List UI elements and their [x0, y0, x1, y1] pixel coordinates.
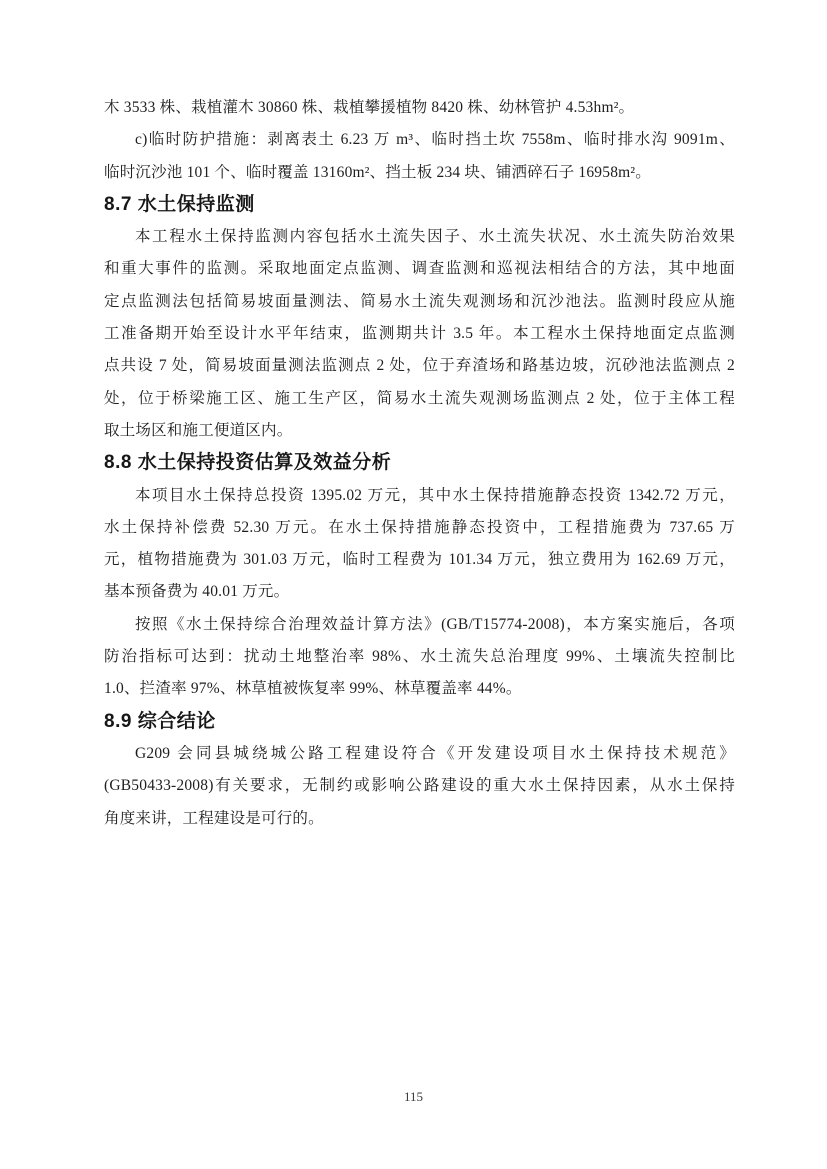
paragraph-line: 防治指标可达到：扰动土地整治率 98%、水土流失总治理度 99%、土壤流失控制比 — [104, 648, 735, 666]
paragraph-line: c)临时防护措施：剥离表土 6.23 万 m³、临时挡土坎 7558m、临时排水沟 9091m、 — [135, 131, 735, 149]
paragraph-line: 木 3533 株、栽植灌木 30860 株、栽植攀援植物 8420 株、幼林管护 4.53hm²。 — [104, 99, 635, 116]
paragraph-line: G209 会同县城绕城公路工程建设符合《开发建设项目水土保持技术规范》 — [135, 744, 735, 762]
paragraph-line: 1.0、拦渣率 97%、林草植被恢复率 99%、林草覆盖率 44%。 — [104, 680, 522, 698]
paragraph-line: 定点监测法包括简易坡面量测法、简易水土流失观测场和沉沙池法。监测时段应从施 — [104, 292, 735, 310]
paragraph-line: 基本预备费为 40.01 万元。 — [104, 583, 290, 601]
section-heading-8-8: 8.8 水土保持投资估算及效益分析 — [104, 452, 392, 474]
paragraph-line: 按照《水土保持综合治理效益计算方法》(GB/T15774-2008)，本方案实施后，各项 — [135, 615, 735, 633]
paragraph-line: 角度来讲，工程建设是可行的。 — [104, 809, 324, 827]
section-heading-8-9: 8.9 综合结论 — [104, 710, 216, 732]
paragraph-line: 元，植物措施费为 301.03 万元，临时工程费为 101.34 万元，独立费用为 162.69 万元， — [104, 551, 735, 569]
paragraph-line: 水土保持补偿费 52.30 万元。在水土保持措施静态投资中，工程措施费为 737.65 万 — [104, 518, 735, 536]
section-heading-8-7: 8.7 水土保持监测 — [104, 193, 255, 215]
paragraph-line: 本工程水土保持监测内容包括水土流失因子、水土流失状况、水土流失防治效果 — [135, 228, 735, 246]
paragraph-line: 本项目水土保持总投资 1395.02 万元，其中水土保持措施静态投资 1342.72 万元， — [135, 486, 735, 504]
text-block — [104, 92, 735, 835]
paragraph-line: 工准备期开始至设计水平年结束，监测期共计 3.5 年。本工程水土保持地面定点监测 — [104, 325, 735, 343]
paragraph-line: 临时沉沙池 101 个、临时覆盖 13160m²、挡土板 234 块、铺洒碎石子 16958m²。 — [104, 163, 651, 181]
page-number: 115 — [403, 1089, 424, 1104]
paragraph-line: 点共设 7 处，简易坡面量测法监测点 2 处，位于弃渣场和路基边坡，沉砂池法监测点 2 — [104, 357, 735, 375]
paragraph-line: 处，位于桥梁施工区、施工生产区，简易水土流失观测场监测点 2 处，位于主体工程 — [104, 389, 735, 407]
paragraph-line: (GB50433-2008)有关要求，无制约或影响公路建设的重大水土保持因素，从水土保持 — [104, 777, 735, 795]
paragraph-line: 和重大事件的监测。采取地面定点监测、调查监测和巡视法相结合的方法，其中地面 — [104, 260, 735, 278]
paragraph-line: 取土场区和施工便道区内。 — [104, 421, 293, 439]
